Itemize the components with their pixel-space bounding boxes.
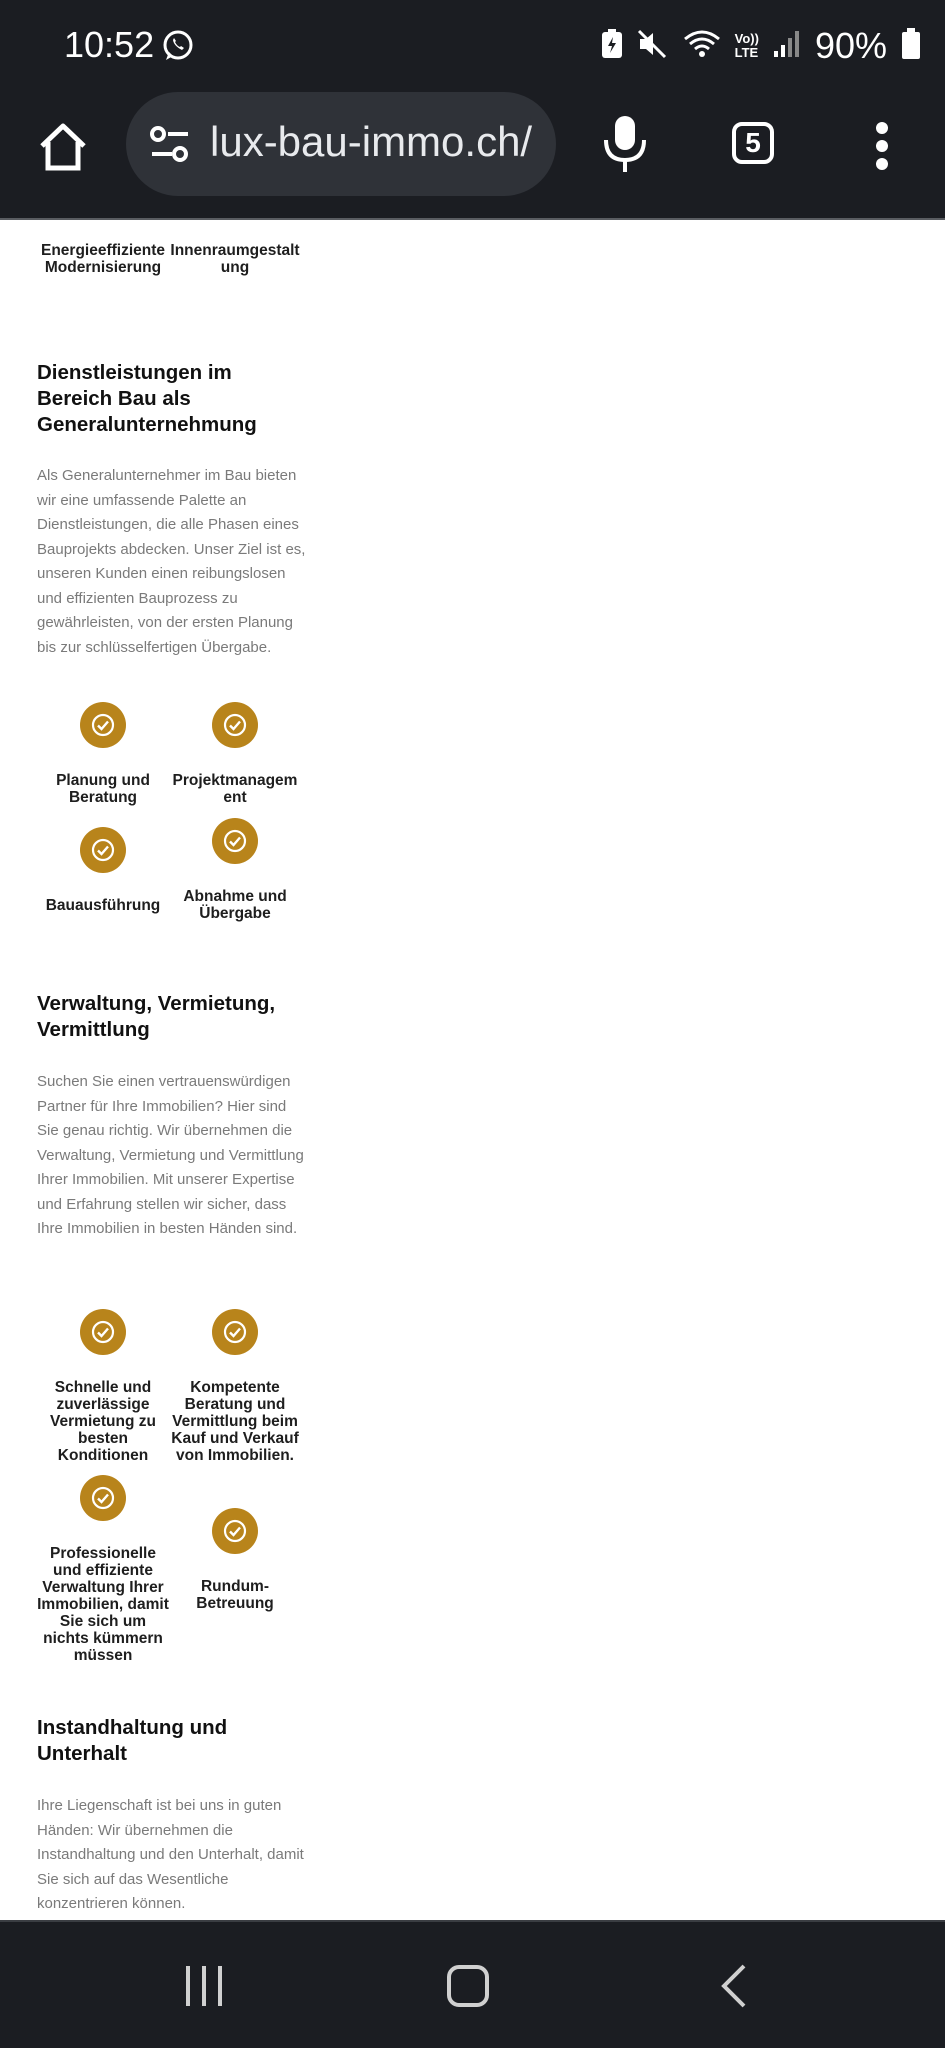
microphone-icon [600,114,650,174]
section-body-instandhaltung: Ihre Liegenschaft ist bei uns in guten Händen: Wir übernehmen die Instandhaltung und den Unterhalt, damit Sie sich auf das Wesentliche konzentrieren können. [37,1797,304,1912]
section-title-instandhaltung: Instandhaltung und Unterhalt [37,1716,228,1765]
feature-item [35,1475,171,1664]
whatsapp-notification-icon [160,28,196,69]
feature-label: Abnahme und Übergabe [183,888,287,922]
check-circle-icon [212,818,258,864]
volte-icon [735,32,759,60]
check-circle-icon [212,702,258,748]
back-chevron-icon [718,1962,748,2010]
check-circle-icon [212,1309,258,1355]
feature-item [167,1309,303,1464]
home-square-icon [446,1964,490,2008]
check-circle-icon [80,702,126,748]
browser-toolbar [0,92,945,220]
voice-search-button[interactable] [600,114,650,179]
status-time: 10:52 [64,24,155,65]
url-bar[interactable] [126,92,556,196]
feature-label: Kompetente Beratung und Vermittlung beim Kauf und Verkauf von Immobilien. [171,1379,299,1464]
battery-percent: 90% [814,25,887,66]
recents-icon [184,1964,224,2008]
check-circle-icon [80,1475,126,1521]
section-title-verwaltung: Verwaltung, Vermietung, Vermittlung [37,992,276,1041]
feature-item [35,702,171,806]
status-bar [0,0,945,92]
lte-label: LTE [734,45,759,60]
wifi-icon [683,29,721,64]
system-navigation-bar [0,1920,945,2048]
feature-item [167,818,303,922]
back-button[interactable] [718,1962,748,2015]
feature-label: Planung und Beratung [56,772,150,806]
status-icons [601,26,921,66]
section-title-bau: Dienstleistungen im Bereich Bau als Generalunternehmung [37,361,257,436]
feature-label: Rundum-Betreuung [196,1578,274,1612]
tab-switcher-button[interactable]: 5 [732,122,774,164]
check-circle-icon [80,827,126,873]
recents-button[interactable] [184,1964,224,2013]
battery-icon [901,28,921,65]
check-circle-icon [212,1508,258,1554]
home-icon [36,120,90,174]
section-body-verwaltung: Suchen Sie einen vertrauenswürdigen Partner für Ihre Immobilien? Hier sind Sie genau richtig. Wir übernehmen die Verwaltung, Vermietung und Vermittlung Ihrer Immobilien. Mit unserer Expertise und Erfahrung stellen wir sicher, dass Ihre Immobilien in besten Händen sind. [37,1073,304,1237]
signal-icon [773,29,801,64]
web-page-content [0,220,945,1920]
mute-icon [637,29,669,64]
feature-item [167,220,303,276]
feature-label: Bauausführung [45,897,161,914]
url-text[interactable]: lux-bau-immo.ch/ [210,118,533,165]
feature-label: Innenraumgestalt ung [170,242,300,276]
browser-menu-button[interactable] [872,120,892,177]
battery-saver-icon [601,29,623,64]
section-body-bau: Als Generalunternehmer im Bau bieten wir eine umfassende Palette an Dienstleistungen, die alle Phasen eines Bauprojekts abdecken. Unser Ziel ist es, unseren Kunden einen reibungslosen und effizienten Bauprozess zu gewährleisten, von der ersten Planung bis zur schlüsselfertigen Übergabe. [37,467,306,656]
more-vert-icon [872,120,892,172]
feature-item [35,1309,171,1464]
feature-item [35,827,171,914]
feature-item [167,702,303,806]
volte-label: Vo)) [734,31,759,46]
feature-label: Professionelle und effiziente Verwaltung Ihrer Immobilien, damit Sie sich um nichts kümmern müssen [37,1545,169,1664]
check-circle-icon [80,1309,126,1355]
home-nav-button[interactable] [446,1964,490,2013]
feature-label: Energieeffiziente Modernisierung [40,242,166,276]
home-button[interactable] [36,120,90,174]
feature-item [35,220,171,276]
feature-label: Projektmanagem ent [172,772,298,806]
site-settings-icon[interactable] [148,124,192,169]
feature-item [167,1508,303,1612]
feature-label: Schnelle und zuverlässige Vermietung zu besten Konditionen [50,1379,156,1464]
